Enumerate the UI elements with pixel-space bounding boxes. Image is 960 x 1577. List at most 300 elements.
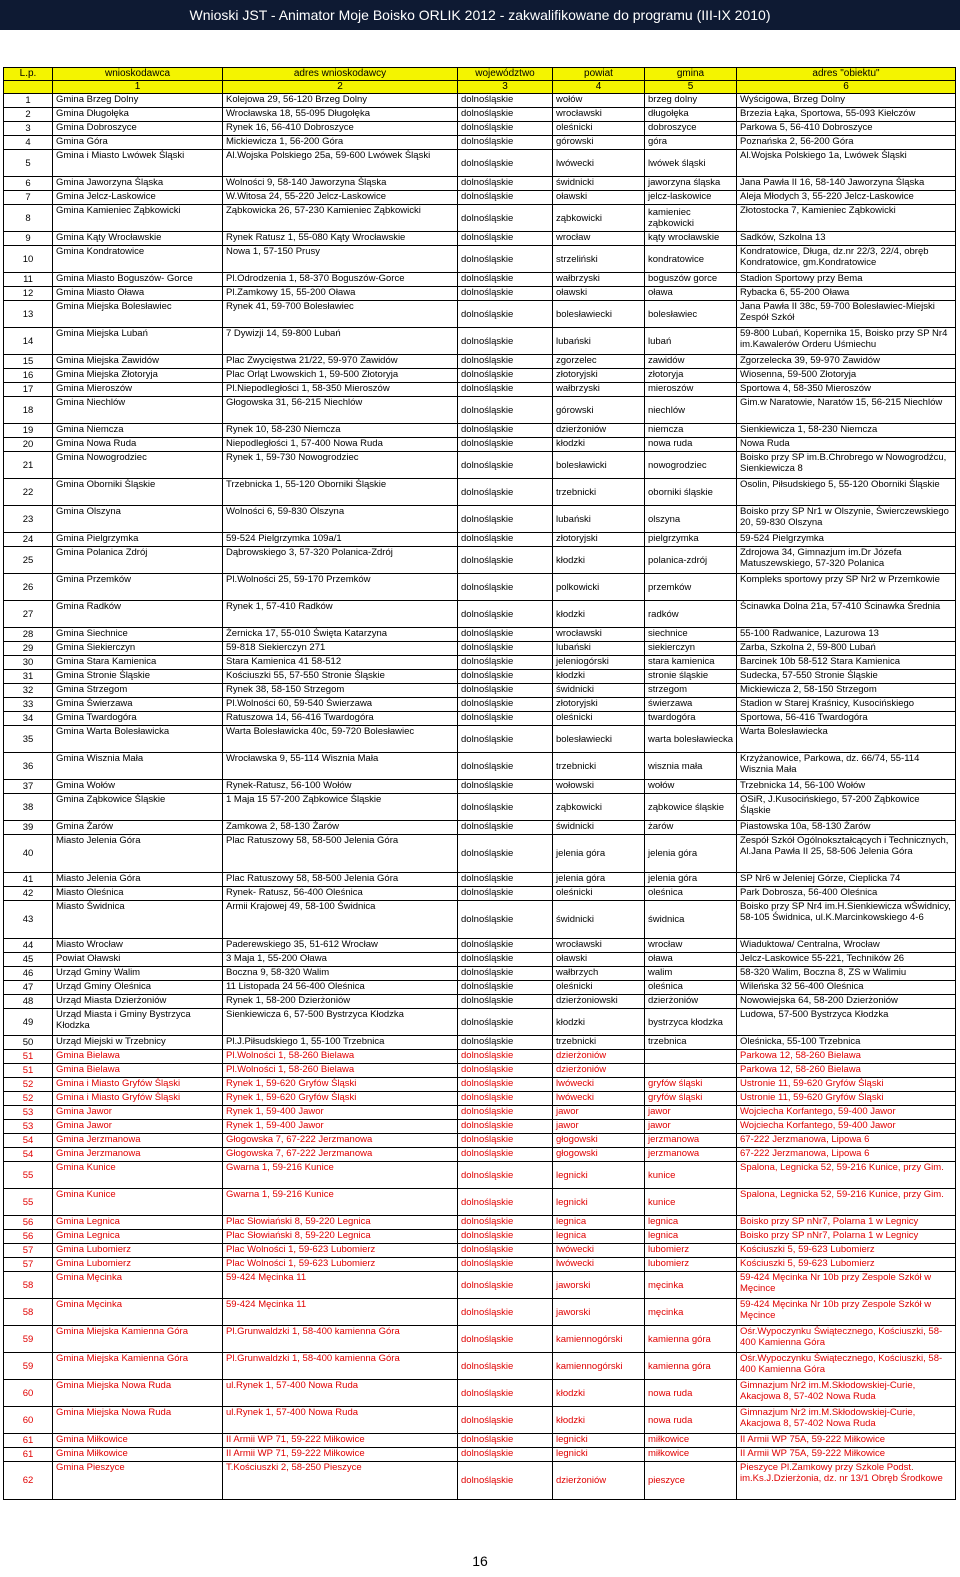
row-number: 58 [4, 1272, 53, 1299]
applicant-address: Nowa 1, 57-150 Prusy [223, 246, 458, 273]
object-address: Gimnazjum Nr2 im.M.Skłodowskiej-Curie, Akacjowa 8, 57-402 Nowa Ruda [737, 1380, 956, 1407]
municipality: jerzmanowa [645, 1148, 737, 1162]
applicant: Gmina Góra [53, 136, 223, 150]
voivodeship: dolnośląskie [458, 1216, 553, 1230]
municipality: kunice [645, 1162, 737, 1189]
municipality: nowa ruda [645, 1407, 737, 1434]
applicant: Urząd Miejski w Trzebnicy [53, 1036, 223, 1050]
row-number: 49 [4, 1009, 53, 1036]
header-county: powiat [553, 68, 645, 81]
county: lubański [553, 328, 645, 355]
row-number: 31 [4, 670, 53, 684]
county: lwówecki [553, 1244, 645, 1258]
table-row [4, 887, 956, 901]
header-lp: L.p. [4, 68, 53, 81]
municipality: męcinka [645, 1299, 737, 1326]
municipality: strzegom [645, 684, 737, 698]
applicant: Gmina Dobroszyce [53, 122, 223, 136]
object-address: II Armii WP 75A, 59-222 Miłkowice [737, 1448, 956, 1462]
table-row [4, 670, 956, 684]
applicant-address: Pl.Wolności 1, 58-260 Bielawa [223, 1050, 458, 1064]
table-row [4, 1272, 956, 1299]
row-number: 22 [4, 479, 53, 506]
municipality: siekierczyn [645, 642, 737, 656]
county: kamiennogórski [553, 1353, 645, 1380]
applicant-address: Pl.Grunwaldzki 1, 58-400 kamienna Góra [223, 1353, 458, 1380]
table-row [4, 1380, 956, 1407]
municipality: lubomierz [645, 1258, 737, 1272]
object-address: Boisko przy SP nNr7, Polarna 1 w Legnicy [737, 1216, 956, 1230]
county: głogowski [553, 1134, 645, 1148]
municipality: siechnice [645, 628, 737, 642]
object-address: 67-222 Jerzmanowa, Lipowa 6 [737, 1134, 956, 1148]
table-row [4, 628, 956, 642]
county: legnica [553, 1216, 645, 1230]
county: wrocławski [553, 108, 645, 122]
object-address: Spalona, Legnicka 52, 59-216 Kunice, przy Gim. [737, 1162, 956, 1189]
county: jawor [553, 1120, 645, 1134]
voivodeship: dolnośląskie [458, 901, 553, 939]
row-number: 54 [4, 1148, 53, 1162]
applicant-address: Rynek 1, 57-410 Radków [223, 601, 458, 628]
object-address: Zgorzelecka 39, 59-970 Zawidów [737, 355, 956, 369]
table-row [4, 939, 956, 953]
voivodeship: dolnośląskie [458, 1462, 553, 1500]
table-row [4, 273, 956, 287]
applications-table [3, 67, 956, 1500]
county: bolesławiecki [553, 301, 645, 328]
object-address: Gimnazjum Nr2 im.M.Skłodowskiej-Curie, Akacjowa 8, 57-402 Nowa Ruda [737, 1407, 956, 1434]
voivodeship: dolnośląskie [458, 780, 553, 794]
municipality: niemcza [645, 424, 737, 438]
municipality: warta bolesławiecka [645, 726, 737, 753]
row-number: 2 [4, 108, 53, 122]
applicant-address: T.Kościuszki 2, 58-250 Pieszyce [223, 1462, 458, 1500]
applicant: Gmina Oborniki Śląskie [53, 479, 223, 506]
applicant: Urząd Gminy Oleśnica [53, 981, 223, 995]
county: legnicki [553, 1189, 645, 1216]
table-row [4, 1462, 956, 1500]
voivodeship: dolnośląskie [458, 726, 553, 753]
applicant: Gmina Przemków [53, 574, 223, 601]
municipality: wisznia mała [645, 753, 737, 780]
applicant-address: Wrocławska 9, 55-114 Wisznia Mała [223, 753, 458, 780]
table-row [4, 642, 956, 656]
municipality: góra [645, 136, 737, 150]
voivodeship: dolnośląskie [458, 953, 553, 967]
applicant: Gmina Miejska Nowa Ruda [53, 1407, 223, 1434]
municipality [645, 1050, 737, 1064]
applicant-address: Pl.Grunwaldzki 1, 58-400 kamienna Góra [223, 1326, 458, 1353]
county: kłodzki [553, 601, 645, 628]
row-number: 3 [4, 122, 53, 136]
object-address: II Armii WP 75A, 59-222 Miłkowice [737, 1434, 956, 1448]
municipality [645, 1064, 737, 1078]
table-row [4, 328, 956, 355]
applicant: Gmina Wisznia Mała [53, 753, 223, 780]
voivodeship: dolnośląskie [458, 574, 553, 601]
table-row [4, 1106, 956, 1120]
applicant-address: Rynek 1, 59-730 Nowogrodziec [223, 452, 458, 479]
applicant-address: Rynek 16, 56-410 Dobroszyce [223, 122, 458, 136]
row-number: 55 [4, 1162, 53, 1189]
header-voivodeship: województwo [458, 68, 553, 81]
applicant: Gmina Miasto Boguszów- Gorce [53, 273, 223, 287]
row-number: 37 [4, 780, 53, 794]
county: legnicki [553, 1162, 645, 1189]
applicant-address: 59-818 Siekierczyn 271 [223, 642, 458, 656]
county: wałbrzyski [553, 383, 645, 397]
voivodeship: dolnośląskie [458, 1434, 553, 1448]
table-header-row [4, 68, 956, 81]
voivodeship: dolnośląskie [458, 301, 553, 328]
table-row [4, 1299, 956, 1326]
row-number: 8 [4, 205, 53, 232]
applicant: Gmina Niemcza [53, 424, 223, 438]
county: kłodzki [553, 1380, 645, 1407]
table-row [4, 1162, 956, 1189]
object-address: Rybacka 6, 55-200 Oława [737, 287, 956, 301]
row-number: 54 [4, 1134, 53, 1148]
table-row [4, 533, 956, 547]
municipality: jawor [645, 1120, 737, 1134]
voivodeship: dolnośląskie [458, 1448, 553, 1462]
object-address: Barcinek 10b 58-512 Stara Kamienica [737, 656, 956, 670]
municipality: olszyna [645, 506, 737, 533]
row-number: 53 [4, 1106, 53, 1120]
voivodeship: dolnośląskie [458, 1078, 553, 1092]
voivodeship: dolnośląskie [458, 712, 553, 726]
applicant-address: 7 Dywizji 14, 59-800 Lubań [223, 328, 458, 355]
applicant: Miasto Świdnica [53, 901, 223, 939]
row-number: 55 [4, 1189, 53, 1216]
row-number: 25 [4, 547, 53, 574]
voivodeship: dolnośląskie [458, 628, 553, 642]
object-address: Parkowa 12, 58-260 Bielawa [737, 1064, 956, 1078]
applicant-address: 59-424 Męcinka 11 [223, 1299, 458, 1326]
object-address: Wiosenna, 59-500 Złotoryja [737, 369, 956, 383]
column-number [4, 81, 53, 94]
applicant: Gmina Świerzawa [53, 698, 223, 712]
applicant: Gmina Siechnice [53, 628, 223, 642]
object-address: 55-100 Radwanice, Lazurowa 13 [737, 628, 956, 642]
voivodeship: dolnośląskie [458, 479, 553, 506]
applicant-address: 3 Maja 1, 55-200 Oława [223, 953, 458, 967]
object-address: Ścinawka Dolna 21a, 57-410 Ścinawka Średnia [737, 601, 956, 628]
county: dzierżoniów [553, 1462, 645, 1500]
voivodeship: dolnośląskie [458, 873, 553, 887]
county: złotoryjski [553, 369, 645, 383]
county: ząbkowicki [553, 205, 645, 232]
applicant-address: Wrocławska 18, 55-095 Długołęka [223, 108, 458, 122]
applicant: Urząd Gminy Walim [53, 967, 223, 981]
voivodeship: dolnośląskie [458, 1299, 553, 1326]
county: wrocław [553, 232, 645, 246]
applicant: Gmina Nowa Ruda [53, 438, 223, 452]
applicant: Gmina Miłkowice [53, 1448, 223, 1462]
object-address: Oleśnicka, 55-100 Trzebnica [737, 1036, 956, 1050]
object-address: Sudecka, 57-550 Stronie Śląskie [737, 670, 956, 684]
applicant-address: Niepodległości 1, 57-400 Nowa Ruda [223, 438, 458, 452]
voivodeship: dolnośląskie [458, 1326, 553, 1353]
applicant: Gmina Kondratowice [53, 246, 223, 273]
object-address: 67-222 Jerzmanowa, Lipowa 6 [737, 1148, 956, 1162]
municipality: mieroszów [645, 383, 737, 397]
municipality: dobroszyce [645, 122, 737, 136]
county: kamiennogórski [553, 1326, 645, 1353]
row-number: 29 [4, 642, 53, 656]
municipality: oława [645, 953, 737, 967]
applicant: Gmina Niechlów [53, 397, 223, 424]
row-number: 18 [4, 397, 53, 424]
table-row [4, 1064, 956, 1078]
voivodeship: dolnośląskie [458, 887, 553, 901]
table-row [4, 1009, 956, 1036]
table-row [4, 232, 956, 246]
county: oleśnicki [553, 887, 645, 901]
municipality: jawor [645, 1106, 737, 1120]
row-number: 36 [4, 753, 53, 780]
table-row [4, 1050, 956, 1064]
table-row [4, 656, 956, 670]
county: oleśnicki [553, 981, 645, 995]
municipality: miłkowice [645, 1448, 737, 1462]
row-number: 52 [4, 1092, 53, 1106]
voivodeship: dolnośląskie [458, 287, 553, 301]
applicant: Gmina Żarów [53, 821, 223, 835]
voivodeship: dolnośląskie [458, 94, 553, 108]
voivodeship: dolnośląskie [458, 670, 553, 684]
row-number: 47 [4, 981, 53, 995]
voivodeship: dolnośląskie [458, 205, 553, 232]
municipality: lubomierz [645, 1244, 737, 1258]
applicant: Gmina Radków [53, 601, 223, 628]
applicant-address: 59-424 Męcinka 11 [223, 1272, 458, 1299]
county: oleśnicki [553, 122, 645, 136]
voivodeship: dolnośląskie [458, 1050, 553, 1064]
row-number: 7 [4, 191, 53, 205]
applicant-address: Pl.Wolności 60, 59-540 Świerzawa [223, 698, 458, 712]
county: jelenia góra [553, 873, 645, 887]
county: dzierżoniów [553, 1064, 645, 1078]
applicant: Gmina Legnica [53, 1216, 223, 1230]
table-row [4, 1230, 956, 1244]
column-number: 6 [737, 81, 956, 94]
applicant-address: Paderewskiego 35, 51-612 Wrocław [223, 939, 458, 953]
county: jaworski [553, 1272, 645, 1299]
applicant-address: Rynek 10, 58-230 Niemcza [223, 424, 458, 438]
table-row [4, 1434, 956, 1448]
municipality: dzierżoniów [645, 995, 737, 1009]
table-row [4, 684, 956, 698]
voivodeship: dolnośląskie [458, 642, 553, 656]
table-row [4, 753, 956, 780]
row-number: 57 [4, 1244, 53, 1258]
applicant: Gmina Bielawa [53, 1064, 223, 1078]
table-row [4, 1189, 956, 1216]
municipality: walim [645, 967, 737, 981]
applicant: Gmina Miasto Oława [53, 287, 223, 301]
county: świdnicki [553, 177, 645, 191]
municipality: zawidów [645, 355, 737, 369]
row-number: 62 [4, 1462, 53, 1500]
row-number: 32 [4, 684, 53, 698]
municipality: wrocław [645, 939, 737, 953]
row-number: 53 [4, 1120, 53, 1134]
applicant: Gmina Miejska Lubań [53, 328, 223, 355]
county: polkowicki [553, 574, 645, 601]
municipality: jelenia góra [645, 873, 737, 887]
county: lubański [553, 506, 645, 533]
header-applicant: wnioskodawca [53, 68, 223, 81]
object-address: Parkowa 5, 56-410 Dobroszyce [737, 122, 956, 136]
county: jeleniogórski [553, 656, 645, 670]
municipality: legnica [645, 1230, 737, 1244]
county: kłodzki [553, 1009, 645, 1036]
county: złotoryjski [553, 533, 645, 547]
object-address: Wileńska 32 56-400 Oleśnica [737, 981, 956, 995]
table-row [4, 995, 956, 1009]
object-address: Jana Pawła II 16, 58-140 Jaworzyna Śląska [737, 177, 956, 191]
voivodeship: dolnośląskie [458, 355, 553, 369]
object-address: Parkowa 12, 58-260 Bielawa [737, 1050, 956, 1064]
applicant-address: Pl.Wolności 1, 58-260 Bielawa [223, 1064, 458, 1078]
municipality: twardogóra [645, 712, 737, 726]
applicant-address: Warta Bolesławicka 40c, 59-720 Bolesławiec [223, 726, 458, 753]
municipality: lubań [645, 328, 737, 355]
applicant: Gmina Brzeg Dolny [53, 94, 223, 108]
header-object-address: adres "obiektu" [737, 68, 956, 81]
county: bolesławicki [553, 452, 645, 479]
object-address: Boisko przy SP nNr7, Polarna 1 w Legnicy [737, 1230, 956, 1244]
voivodeship: dolnośląskie [458, 108, 553, 122]
row-number: 57 [4, 1258, 53, 1272]
voivodeship: dolnośląskie [458, 424, 553, 438]
municipality: długołęka [645, 108, 737, 122]
applicant-address: Kościuszki 55, 57-550 Stronie Śląskie [223, 670, 458, 684]
voivodeship: dolnośląskie [458, 273, 553, 287]
municipality: gryfów śląski [645, 1078, 737, 1092]
row-number: 24 [4, 533, 53, 547]
county: górowski [553, 397, 645, 424]
object-address: Wojciecha Korfantego, 59-400 Jawor [737, 1120, 956, 1134]
applicant-address: II Armii WP 71, 59-222 Miłkowice [223, 1434, 458, 1448]
applicant-address: II Armii WP 71, 59-222 Miłkowice [223, 1448, 458, 1462]
voivodeship: dolnośląskie [458, 1407, 553, 1434]
applicant: Gmina Twardogóra [53, 712, 223, 726]
table-row [4, 1092, 956, 1106]
row-number: 52 [4, 1078, 53, 1092]
county: wrocławski [553, 939, 645, 953]
municipality: złotoryja [645, 369, 737, 383]
municipality: bolesławiec [645, 301, 737, 328]
column-number: 4 [553, 81, 645, 94]
row-number: 10 [4, 246, 53, 273]
applicant: Urząd Miasta Dzierżoniów [53, 995, 223, 1009]
applicant: Gmina Nowogrodziec [53, 452, 223, 479]
row-number: 40 [4, 835, 53, 873]
applicant: Urząd Miasta i Gminy Bystrzyca Kłodzka [53, 1009, 223, 1036]
applicant-address: Pl.Odrodzenia 1, 58-370 Boguszów-Gorce [223, 273, 458, 287]
voivodeship: dolnośląskie [458, 1036, 553, 1050]
voivodeship: dolnośląskie [458, 939, 553, 953]
applicant: Gmina Jawor [53, 1106, 223, 1120]
applicant-address: Ząbkowicka 26, 57-230 Kamieniec Ząbkowicki [223, 205, 458, 232]
row-number: 46 [4, 967, 53, 981]
county: lubański [553, 642, 645, 656]
county: oławski [553, 953, 645, 967]
object-address: Trzebnicka 14, 56-100 Wołów [737, 780, 956, 794]
municipality: nowa ruda [645, 1380, 737, 1407]
object-address: 59-524 Pielgrzymka [737, 533, 956, 547]
applicant: Gmina i Miasto Gryfów Śląski [53, 1078, 223, 1092]
county: zgorzelec [553, 355, 645, 369]
county: wołowski [553, 780, 645, 794]
voivodeship: dolnośląskie [458, 328, 553, 355]
municipality: oleśnica [645, 887, 737, 901]
applicant-address: Rynek Ratusz 1, 55-080 Kąty Wrocławskie [223, 232, 458, 246]
object-address: Nowa Ruda [737, 438, 956, 452]
voivodeship: dolnośląskie [458, 1230, 553, 1244]
table-row [4, 1353, 956, 1380]
voivodeship: dolnośląskie [458, 753, 553, 780]
voivodeship: dolnośląskie [458, 1380, 553, 1407]
table-row [4, 1120, 956, 1134]
object-address: 59-424 Męcinka Nr 10b przy Zespole Szkół w Męcince [737, 1272, 956, 1299]
municipality: kondratowice [645, 246, 737, 273]
applicant-address: Głogowska 7, 67-222 Jerzmanowa [223, 1134, 458, 1148]
county: oławski [553, 191, 645, 205]
row-number: 56 [4, 1230, 53, 1244]
object-address: 58-320 Walim, Boczna 8, ZS w Walimiu [737, 967, 956, 981]
county: strzeliński [553, 246, 645, 273]
municipality: świerzawa [645, 698, 737, 712]
applicant-address: Pl.Zamkowy 15, 55-200 Oława [223, 287, 458, 301]
applicant-address: Rynek- Ratusz, 56-400 Oleśnica [223, 887, 458, 901]
county: legnica [553, 1230, 645, 1244]
row-number: 12 [4, 287, 53, 301]
row-number: 60 [4, 1407, 53, 1434]
row-number: 58 [4, 1299, 53, 1326]
municipality: stara kamienica [645, 656, 737, 670]
municipality: polanica-zdrój [645, 547, 737, 574]
table-row [4, 712, 956, 726]
row-number: 21 [4, 452, 53, 479]
table-row [4, 122, 956, 136]
county: legnicki [553, 1448, 645, 1462]
applicant-address: Gwarna 1, 59-216 Kunice [223, 1162, 458, 1189]
municipality: kamieniec ząbkowicki [645, 205, 737, 232]
municipality: miłkowice [645, 1434, 737, 1448]
table-row [4, 150, 956, 177]
voivodeship: dolnośląskie [458, 1258, 553, 1272]
row-number: 35 [4, 726, 53, 753]
county: wrocławski [553, 628, 645, 642]
applicant: Gmina Jelcz-Laskowice [53, 191, 223, 205]
row-number: 48 [4, 995, 53, 1009]
voivodeship: dolnośląskie [458, 601, 553, 628]
municipality: oleśnica [645, 981, 737, 995]
municipality: trzebnica [645, 1036, 737, 1050]
object-address: Kościuszki 5, 59-623 Lubomierz [737, 1244, 956, 1258]
voivodeship: dolnośląskie [458, 232, 553, 246]
county: jawor [553, 1106, 645, 1120]
applicant: Gmina Miejska Zawidów [53, 355, 223, 369]
voivodeship: dolnośląskie [458, 981, 553, 995]
voivodeship: dolnośląskie [458, 698, 553, 712]
object-address: OSiR, J.Kusocińskiego, 57-200 Ząbkowice Śląskie [737, 794, 956, 821]
applicant-address: Głogowska 7, 67-222 Jerzmanowa [223, 1148, 458, 1162]
